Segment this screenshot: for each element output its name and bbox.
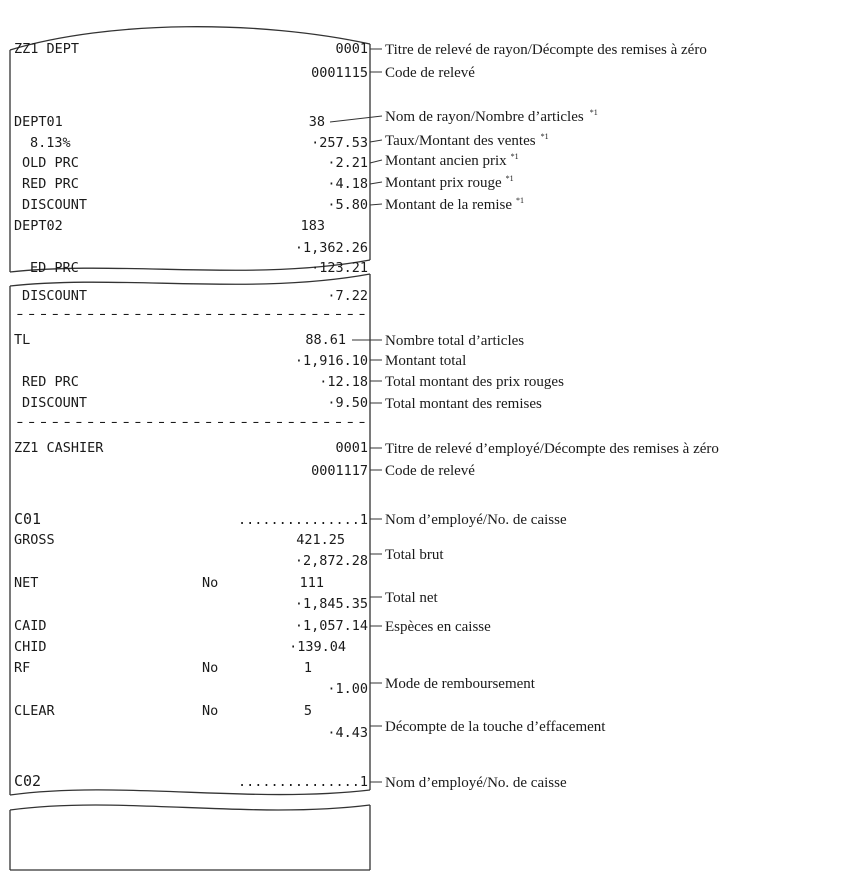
tl-label: TL [14, 332, 31, 348]
gross-count: 421.25 [296, 532, 345, 548]
dept01-red-prc-label: RED PRC [22, 176, 79, 192]
ann-cashier-name: Nom d’employé/No. de caisse [385, 512, 567, 528]
rf-no: No [202, 660, 219, 676]
c01-dots: ...............1 [237, 512, 368, 528]
caid-label: CAID [14, 618, 47, 634]
ann-cashier-title: Titre de relevé d’employé/Décompte des remises à zéro [385, 441, 719, 457]
dept-title-left: ZZ1 DEPT [14, 41, 80, 57]
c02-name: C02 [14, 772, 42, 790]
net-label: NET [14, 575, 39, 591]
cashier-title-right: 0001 [335, 440, 368, 456]
ann-total-amount: Montant total [385, 353, 467, 369]
tl-amount: ·1,916.10 [294, 353, 368, 369]
cashier-code: 0001117 [311, 463, 368, 479]
tl-discount-label: DISCOUNT [22, 395, 88, 411]
dept01-red-prc: ·4.18 [327, 176, 368, 192]
c01-name: C01 [14, 510, 42, 528]
ann-cash: Espèces en caisse [385, 619, 491, 635]
dept02-discount: ·7.22 [327, 288, 368, 304]
dept02-sales: ·1,362.26 [294, 240, 368, 256]
paper-tear-wave-2b [10, 805, 370, 810]
ann-refund: Mode de remboursement [385, 676, 535, 692]
ann-discount: Montant de la remise $^{*1}$ [385, 196, 525, 213]
dept01-count: 38 [308, 114, 325, 130]
ann-gross: Total brut [385, 547, 444, 563]
net-no: No [202, 575, 219, 591]
gross-label: GROSS [14, 532, 55, 548]
dept02-count: 183 [300, 218, 325, 234]
clear-no: No [202, 703, 219, 719]
ann-total-items: Nombre total d’articles [385, 333, 525, 349]
clear-amount: ·4.43 [327, 725, 368, 741]
dept02-ed-prc-label: ED PRC [30, 260, 79, 276]
dept01-sales: ·257.53 [311, 135, 368, 151]
ann-dept-name: Nom de rayon/Nombre d’articles $^{*1}$ [385, 108, 598, 125]
dept01-discount-label: DISCOUNT [22, 197, 88, 213]
tl-count: 88.61 [305, 332, 346, 348]
caid-amount: ·1,057.14 [294, 618, 368, 634]
ann-cashier-name-2: Nom d’employé/No. de caisse [385, 775, 567, 791]
dept-code: 0001115 [311, 65, 368, 81]
gross-amount: ·2,872.28 [294, 553, 368, 569]
tl-red-prc: ·12.18 [319, 374, 368, 390]
dept01-rate: 8.13% [30, 135, 71, 151]
ann-red-price: Montant prix rouge $^{*1}$ [385, 174, 514, 191]
ann-dept-title: Titre de relevé de rayon/Décompte des remises à zéro [385, 42, 707, 58]
receipt-text [14, 41, 368, 790]
dept02-ed-prc: ·123.21 [311, 260, 368, 276]
rf-count: 1 [303, 660, 312, 676]
ann-cashier-code: Code de relevé [385, 463, 475, 479]
chid-amount: ·139.04 [289, 639, 346, 655]
rf-label: RF [14, 660, 31, 676]
dept02-discount-label: DISCOUNT [22, 288, 88, 304]
ann-clear: Décompte de la touche d’effacement [385, 719, 606, 735]
net-count: 111 [299, 575, 324, 591]
tl-red-prc-label: RED PRC [22, 374, 79, 390]
clear-count: 5 [303, 703, 312, 719]
dept02-name: DEPT02 [14, 218, 63, 234]
ann-net: Total net [385, 590, 438, 606]
ann-total-discount: Total montant des remises [385, 396, 542, 412]
ann-rate-sales: Taux/Montant des ventes $^{*1}$ [385, 132, 549, 149]
dept01-old-prc-label: OLD PRC [22, 155, 79, 171]
separator-2: ------------------------------ [14, 414, 368, 430]
dept-title-right: 0001 [335, 41, 368, 57]
cashier-title-left: ZZ1 CASHIER [14, 440, 104, 456]
ann-dept-code: Code de relevé [385, 65, 475, 81]
ann-total-red: Total montant des prix rouges [385, 374, 564, 390]
c02-dots: ...............1 [237, 774, 368, 790]
dept01-discount: ·5.80 [327, 197, 368, 213]
ann-old-price: Montant ancien prix $^{*1}$ [385, 152, 519, 169]
dept01-old-prc: ·2.21 [327, 155, 368, 171]
tl-discount: ·9.50 [327, 395, 368, 411]
dept01-name: DEPT01 [14, 114, 63, 130]
annotations [385, 42, 719, 791]
chid-label: CHID [14, 639, 47, 655]
net-amount: ·1,845.35 [294, 596, 368, 612]
separator-1: ------------------------------ [14, 306, 368, 322]
rf-amount: ·1.00 [327, 681, 368, 697]
clear-label: CLEAR [14, 703, 55, 719]
paper-tear-wave-2a [10, 790, 370, 795]
